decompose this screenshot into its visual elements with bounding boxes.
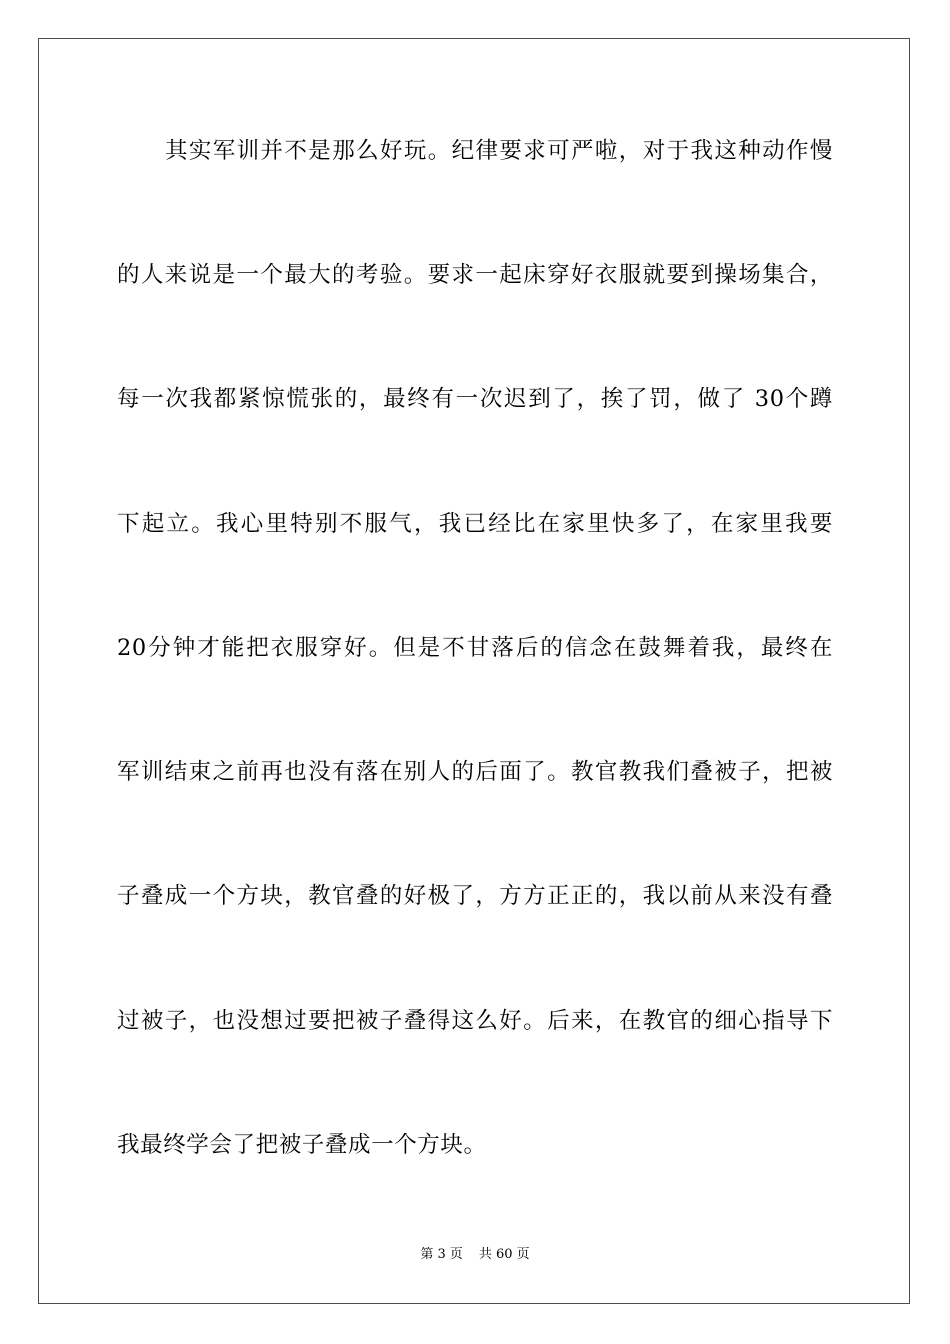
text-line-1: 其实军训并不是那么好玩。纪律要求可严啦，对于我这种动作慢 [165,138,833,164]
page-footer [0,1246,950,1264]
text-line-3: 每一次我都紧惊慌张的，最终有一次迟到了，挨了罚，做了 30个蹲 [117,386,833,412]
page-border [38,38,910,1304]
text-line-5: 20分钟才能把衣服穿好。但是不甘落后的信念在鼓舞着我，最终在 [117,635,833,661]
text-line-8: 过被子，也没想过要把被子叠得这么好。后来，在教官的细心指导下 [117,1008,833,1034]
text-line-4: 下起立。我心里特别不服气，我已经比在家里快多了，在家里我要 [117,511,833,537]
text-line-6: 军训结束之前再也没有落在别人的后面了。教官教我们叠被子，把被 [117,759,833,785]
page-total: 共 60 页 [478,1247,530,1262]
page-number: 第 3 页 [420,1247,463,1262]
text-line-9: 我最终学会了把被子叠成一个方块。 [117,1132,487,1158]
text-line-2: 的人来说是一个最大的考验。要求一起床穿好衣服就要到操场集合， [117,262,833,288]
text-line-7: 子叠成一个方块，教官叠的好极了，方方正正的，我以前从来没有叠 [117,883,833,909]
